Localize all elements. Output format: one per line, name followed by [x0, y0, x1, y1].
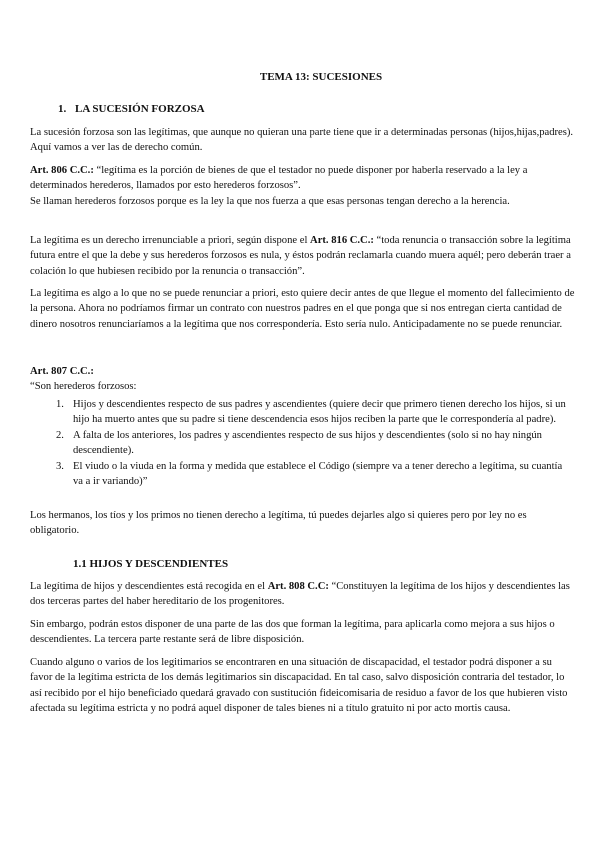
list-item [56, 397, 573, 428]
paragraph-art-807 [30, 364, 575, 395]
paragraph-text: Se llaman herederos forzosos porque es la ley la que nos fuerza a que esas personas tengan derecho a la herencia. [30, 195, 510, 207]
article-quote: “toda renuncia o transacción sobre la legítima futura entre el que la debe y sus herederos forzosos es nula, y éstos podrán reclamarla cuando muera aquél; pero deberán traer a colación lo que hubiesen recibido por la renuncia o transacción”. [30, 235, 571, 277]
list-item-number: 1. [56, 399, 64, 410]
list-item-text: El viudo o la viuda en la forma y medida que establece el Código (siempre va a tener derecho a legítima, su cuantía va a ir variando)” [73, 460, 563, 488]
paragraph-art-808 [30, 579, 575, 610]
section-heading-sucesion-forzosa [58, 102, 205, 117]
article-reference: Art. 808 C.C: [267, 581, 329, 592]
paragraph-art-806 [30, 163, 575, 209]
article-reference: Art. 807 C.C.: [30, 366, 94, 377]
section-number: 1. [58, 103, 67, 115]
paragraph-art-816 [30, 233, 575, 279]
paragraph-text: La legítima de hijos y descendientes está recogida en el [30, 581, 268, 592]
list-item-text: Hijos y descendientes respecto de sus padres y ascendientes (quiere decir que primero tienen derecho los hijos, si un hijo ha muerto antes que su padre si tiene descendencia esos hijos reciben la parte que le correspondería al padre). [73, 399, 566, 426]
article-intro: “Son herederos forzosos: [30, 381, 137, 393]
list-item-number: 3. [56, 460, 64, 472]
paragraph-text: La legítima es un derecho irrenunciable a priori, según dispone el [30, 235, 311, 246]
article-quote: “legítima es la porción de bienes de que el testador no puede disponer por haberla reservado a la ley a determinados herederos, llamados por esto herederos forzosos”. [30, 165, 528, 192]
paragraph-intro: La sucesión forzosa son las legítimas, que aunque no quieran una parte tiene que ir a determinadas personas (hijos,hijas,padres). Aquí vamos a ver las de derecho común. [30, 127, 574, 154]
list-item-text: A falta de los anteriores, los padres y ascendientes respecto de sus hijos y descendientes (solo si no hay ningún descendiente). [73, 429, 542, 457]
section-title: LA SUCESIÓN FORZOSA [75, 103, 205, 115]
paragraph-discapacidad: Cuando alguno o varios de los legitimarios se encontraren en una situación de discapacidad, el testador podrá disponer a su favor de la legítima estricta de los demás legitimarios sin discapacidad. En tal caso, salvo disposición contraria del testador, lo así recibido por el hijo beneficiado quedará gravado con sustitución fideicomisaria de residuo a favor de los que hubieren visto afectada su legítima estricta y no podrá aquel disponer de tales bienes ni a título gratuito ni por acto mortis causa. [30, 657, 568, 715]
list-item [56, 459, 573, 490]
paragraph-hermanos: Los hermanos, los tíos y los primos no tienen derecho a legítima, tú puedes dejarles algo si quieres pero por ley no es obligatorio. [30, 510, 527, 537]
list-item-number: 2. [56, 429, 64, 441]
article-quote: “Constituyen la legítima de los hijos y descendientes las dos terceras partes del haber hereditario de los progenitores. [30, 581, 570, 608]
article-reference: Art. 816 C.C.: [310, 235, 374, 246]
page-title: TEMA 13: SUCESIONES [259, 71, 383, 83]
paragraph-mejora: Sin embargo, podrán estos disponer de una parte de las dos que forman la legítima, para aplicarla como mejora a sus hijos o descendientes. La tercera parte restante será de libre disposición. [30, 619, 555, 646]
list-item [56, 428, 573, 459]
paragraph-renuncia: La legítima es algo a lo que no se puede renunciar a priori, esto quiere decir antes de que llegue el momento del fallecimiento de la persona. Ahora no podríamos firmar un contrato con nuestros padres en el que ponga que si nos entregan cierta cantidad de dinero nosotros renunciaríamos a la legítima que nos correspondería. Esto sería nulo. Anticipadamente no se puede renunciar. [30, 288, 575, 330]
section-heading-hijos-descendientes: 1.1 HIJOS Y DESCENDIENTES [73, 558, 229, 570]
herederos-forzosos-list [56, 397, 573, 489]
article-reference: Art. 806 C.C.: [30, 165, 94, 176]
